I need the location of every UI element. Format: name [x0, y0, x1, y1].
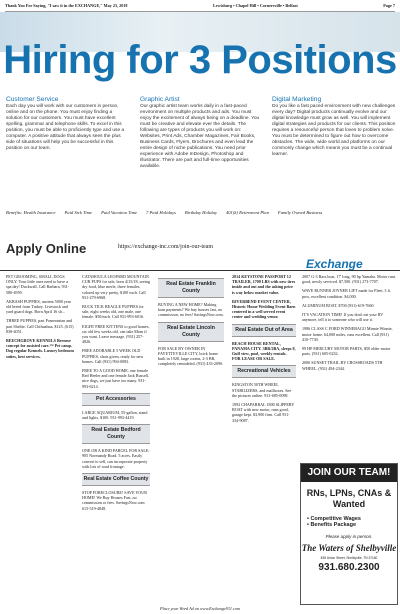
- ad-roles: RNs, LPNs, CNAs & Wanted: [306, 488, 392, 509]
- classified-listing: BUCK TICK BEAGLE PUPPIES for sale, eight weeks old, one male, one female. $50/each. Call 931-993-6016.: [82, 304, 145, 320]
- benefit-item: Family Owned Business: [277, 210, 323, 215]
- position-graphic-artist: [140, 96, 262, 170]
- classified-listing: RIVERBEND EVENT CENTER, Historic Home Wedding Event Barn centered in a well served event center and wedding venue.: [232, 298, 296, 320]
- classified-column-5: [302, 274, 396, 375]
- category-header: Real Estate Out of Area: [232, 324, 296, 337]
- category-header: Pet Accessories: [82, 393, 150, 406]
- classified-listing: CATAHOULA LEOPARD MOUNTAIN CUR PUPS for sale, born 4/15/18, seeing dry food, blue merle, three females, colored up very pretty, $100 each. Call 931-279-6968.: [82, 274, 151, 300]
- position-title: Customer Service: [6, 96, 59, 103]
- header-tagline: Thank You For Saying, "I saw it in the EXCHANGE," May 23, 2018: [5, 3, 128, 8]
- classified-listing: 1992 CHAPARRAL 1800 SLIPPERY BOAT with new motor, runs good, garage kept. $3,900 firm. Call 931-334-9087.: [232, 402, 295, 423]
- benefit-item: Paid Sick Time: [64, 210, 93, 215]
- header-page-number: Page 7: [383, 3, 395, 8]
- ad-facility: The Waters of Shelbyville: [301, 543, 397, 553]
- ad-apply-note: Please apply in person.: [325, 534, 373, 539]
- benefit-item: Paid Vacation Time: [101, 210, 138, 215]
- classified-listing: FOR SALE BY OWNER IN FAYETTEVILLE CITY, brick home built in 1928, large rooms, 2-3 BR, completely remodeled, (931) 433-2090.: [158, 345, 224, 367]
- hero-title: Hiring for 3 Positions: [3, 38, 397, 82]
- category-header: Real Estate Bedford County: [82, 424, 150, 444]
- apply-url-link[interactable]: https://exchange-inc.com/join-our-team: [118, 244, 214, 250]
- benefit-item: 7 Paid Holidays: [146, 210, 176, 215]
- classified-listing: PET GROOMING, SMALL DOGS ONLY. Your little ones need to have a spa day! Duckwall, Call Barbara, 931-580-4959.: [6, 274, 70, 295]
- position-title: Graphic Artist: [140, 96, 180, 103]
- category-header: Real Estate Coffee County: [82, 473, 150, 486]
- page-header: [5, 3, 395, 12]
- section-divider: [0, 270, 400, 271]
- classified-listing: THREE PUPPIES, part Pomeranian and part Sheltie. Call Chihuahua, $125. (615) 838-4051.: [6, 318, 74, 334]
- position-customer-service: [6, 96, 128, 152]
- classified-listing: FREE ADORABLE 5 WEEK OLD PUPPIES, shots given, ready for new homes. Call (931) 994-0083.: [82, 348, 144, 364]
- classified-listing: WAVE RUNNER JOYNER LIFT made for Fleet, 3 ft. pros, excellent condition. $4,000.: [302, 288, 391, 299]
- classified-listing: FREE TO A GOOD HOME, one female Red Heeler and one female Jack Russell, nice dogs, we just have too many. 931-993-6214.: [82, 368, 149, 389]
- benefit-item: 401(k) Retirement Plan: [225, 210, 269, 215]
- classified-listing: BUYING A NEW HOME? Making loan payments? We buy houses fast, no commission, no fees! SavingsNow.com.: [158, 302, 224, 318]
- classified-column-2: [82, 274, 150, 515]
- classified-listing: BEACH HOUSE RENTAL, PANAMA CITY. 3BR/2BA, sleeps 8, Gulf view, pool, weekly rentals. FOR LEASE OR SALE.: [232, 340, 296, 362]
- classified-listing: 2014 KEYSTONE PASSPORT 12 TRAILER, 1700 LBS with new tires inside and out and the asking price is way below market value.: [232, 274, 296, 295]
- classified-listing: ONE OR A KIND PARCEL FOR SALE: 905 Normandy Road. 5 acres. Easily convert to sell, can incorporate property with lots of road frontage.: [82, 448, 150, 469]
- ad-address: 835 Union Street, Shelbyville, TN 37160: [320, 556, 378, 560]
- header-locations: Lewisburg • Chapel Hill • Cornersville • Belfast: [212, 3, 298, 8]
- category-header: Real Estate Franklin County: [158, 278, 224, 298]
- position-title: Digital Marketing: [272, 96, 322, 103]
- benefit-item: Benefits: Health Insurance: [6, 210, 56, 215]
- category-header: Real Estate Lincoln County: [158, 322, 224, 342]
- apply-online-heading: Apply Online: [6, 241, 87, 256]
- classified-column-1: [6, 274, 74, 363]
- exchange-logo: Exchange: [306, 257, 363, 271]
- classified-listing: ALUMINUM BOAT, $700 (931)-619-7660: [302, 302, 374, 308]
- position-body: Each day you will work with our customers in person, online and on the phone. You must enjoy finding a solution for our customers. You must have excellent spelling, grammar and telephone skills. To excel in this position, you must be able to proficiently type and use a computer. A positive attitude that always sees the plus side of situations will help you be successful in this position on our team.: [6, 104, 125, 151]
- classified-column-3: [158, 274, 224, 370]
- join-our-team-ad: [300, 463, 398, 605]
- classified-listing: 99 HP MERCURY MOTOR PARTS, $50 older motor parts. (931) 605-0232.: [302, 346, 391, 357]
- ad-phone: 931.680.2300: [318, 562, 380, 573]
- ad-headline: JOIN OUR TEAM!: [301, 464, 397, 482]
- ad-bullet: • Competitive Wages: [307, 516, 361, 522]
- position-digital-marketing: [272, 96, 396, 158]
- classified-listing: STOP FORECLOSURE! SAVE YOUR HOME! We Buy Houses Fast, no commission or fees. SavingsNow.com 615-519-4848.: [82, 490, 147, 511]
- classified-column-4: [232, 274, 296, 427]
- benefit-item: Birthday Holiday: [184, 210, 217, 215]
- position-body: Our graphic artist team works daily in a fast-paced environment on multiple products and ads. You must enjoy the excitement of always being on a deadline. You must be creative and elevate ever the details. The following are types of products you will work on: Websites, Print Ads, Chamber Magazines, Fair Books, Business Cards, Flyers, Brochures and even lead the entire design of niche publications. You need prior experience with Adobe InDesign, Photoshop and Illustrator. There are part and full-time opportunities available.: [140, 104, 260, 169]
- classified-listing: 2000 SUNSET TRAIL BY CROSSROADS 5TH WHEEL. (931) 494-2344.: [302, 360, 383, 371]
- ad-bullet: • Benefits Package: [307, 522, 357, 528]
- classified-listing: BEECHGROVE KENNELS Bernese concept for assisted care.™ Pet camp. Dog regular Kennels. Luxury bedroom suites, best services.: [6, 338, 74, 359]
- classified-listing: 2007 G-3 Bass boat, 17' long, 90 hp Yamaha. Motor runs good, newly serviced. $7,500. (931) 273-7707.: [302, 274, 396, 285]
- classified-listing: 1986 CLASS C FORD WINNEBAGO Minnie Winnie, motor home, 64,000 miles, runs excellent. Call (931) 410-7730.: [302, 326, 393, 342]
- position-body: Do you like a fast paced environment with new challenges every day? Digital products continually evolve and our digital knowledge must grow as well. You will implement digital strategies and products for our clients. This position requires a resourceful person that loves to problem solve. You must be determined to figure out how to overcome obstacles. The wide, wide world and platforms on our commonly change which means you must be a continual learner.: [272, 104, 396, 157]
- classified-listing: AKBASH PUPPIES, ancient 5000 year old breed from Turkey. Livestock and yard guard dogs. Born April 16 sh...: [6, 298, 71, 315]
- page-footer: Place your Word Ad on www.Exchange931.com: [160, 606, 240, 611]
- classified-listing: EIGHT FREE KITTENS to good homes, six old few weeks old, can take Mom if you want. Leave message. (931) 257-4826.: [82, 323, 150, 345]
- classified-listing: LARGE AQUARIUM, 55-gallon, stand and lights. $100. 931-993-4419.: [82, 409, 148, 421]
- category-header: Recreational Vehicles: [232, 365, 296, 378]
- classified-listing: IT'S VACATION TIME! If you don't eat your RV anymore, tell it to someone who will use it.: [302, 312, 384, 323]
- benefits-list: [6, 210, 396, 215]
- classified-listing: KINGSTON 50TH WHEEL STABILIZERS, and mailboxes. See the pictures online. 931-685-0098.: [232, 382, 292, 398]
